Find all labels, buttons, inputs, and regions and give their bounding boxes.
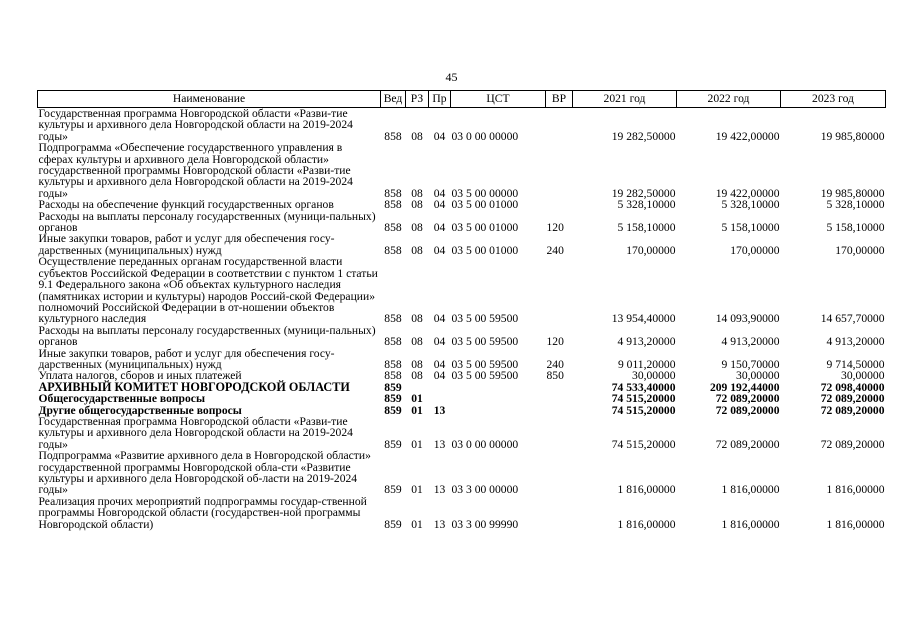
cell-pr: 04 <box>433 129 446 143</box>
cell-ved: 858 <box>384 221 402 235</box>
cell-y2022: 1 816,00000 <box>721 517 780 531</box>
cell-pr: 13 <box>433 483 446 497</box>
cell-name: Расходы на выплаты персоналу государственных (муници-пальных) органов <box>38 323 376 349</box>
cell-name: Общегосударственные вопросы <box>38 392 205 406</box>
header-pr: Пр <box>429 91 451 108</box>
cell-pr: 04 <box>433 198 446 212</box>
cell-name: Реализация прочих мероприятий подпрограммы государ-ственной программы Новгородской области (государствен-ной программы Новгородской области) <box>38 494 367 531</box>
cell-y2023: 9 714,50000 <box>826 357 885 371</box>
cell-y2022: 9 150,70000 <box>721 357 780 371</box>
cell-name: Расходы на обеспечение функций государственных органов <box>38 198 334 212</box>
header-rz: РЗ <box>406 91 429 108</box>
cell-cst: 03 5 00 01000 <box>451 198 519 212</box>
cell-vr: 240 <box>546 243 564 257</box>
table-row <box>38 496 886 530</box>
cell-y2023: 72 089,20000 <box>820 392 885 406</box>
cell-cst: 03 5 00 59500 <box>451 335 519 349</box>
cell-vr: 850 <box>546 369 564 383</box>
cell-y2021: 19 282,50000 <box>611 186 676 200</box>
cell-pr: 13 <box>433 517 446 531</box>
table-row <box>38 211 886 234</box>
cell-vr <box>546 199 573 210</box>
cell-y2021: 4 913,20000 <box>617 335 676 349</box>
cell-pr: 04 <box>433 186 446 200</box>
cell-y2022: 72 089,20000 <box>715 437 780 451</box>
cell-y2021: 30,00000 <box>632 369 676 383</box>
cell-rz: 08 <box>411 129 423 143</box>
cell-rz: 08 <box>411 186 423 200</box>
cell-y2021: 13 954,40000 <box>611 312 676 326</box>
header-cst: ЦСТ <box>451 91 546 108</box>
cell-ved: 859 <box>384 517 402 531</box>
cell-pr: 04 <box>433 335 446 349</box>
cell-y2023: 1 816,00000 <box>826 483 885 497</box>
table-row <box>38 393 886 404</box>
cell-y2023: 72 089,20000 <box>820 403 885 417</box>
budget-table <box>37 90 886 530</box>
table-row <box>38 108 886 143</box>
cell-ved: 859 <box>384 403 402 417</box>
cell-name: Осуществление переданных органам государственной власти субъектов Российской Федерации в соответствии с пунктом 1 статьи 9.1 Федерального закона «Об объектах культурного наследия (памятниках истории и культуры) народов Россий-ской Федерации» полномочий Российской Федерации в от-ношении объектов культурного наследия <box>38 255 378 326</box>
cell-rz: 01 <box>411 517 423 531</box>
cell-cst: 03 5 00 01000 <box>451 243 519 257</box>
cell-pr: 04 <box>433 312 446 326</box>
cell-y2021: 5 328,10000 <box>617 198 676 212</box>
cell-name: Государственная программа Новгородской области «Разви-тие культуры и архивного дела Новгородской области на 2019-2024 годы» <box>38 414 353 451</box>
cell-cst: 03 5 00 00000 <box>451 186 519 200</box>
cell-ved: 858 <box>384 129 402 143</box>
cell-y2023: 19 985,80000 <box>820 186 885 200</box>
cell-cst <box>451 405 546 416</box>
cell-rz: 08 <box>411 335 423 349</box>
cell-pr: 04 <box>433 243 446 257</box>
cell-y2022: 209 192,44000 <box>709 380 780 394</box>
table-row <box>38 256 886 324</box>
cell-vr <box>546 450 573 496</box>
cell-y2022: 72 089,20000 <box>715 403 780 417</box>
cell-ved: 858 <box>384 335 402 349</box>
cell-y2021: 5 158,10000 <box>617 221 676 235</box>
cell-y2021: 1 816,00000 <box>617 517 676 531</box>
cell-y2023: 14 657,70000 <box>820 312 885 326</box>
cell-y2022: 5 158,10000 <box>721 221 780 235</box>
cell-ved: 858 <box>384 369 402 383</box>
cell-pr <box>429 393 451 404</box>
cell-vr: 240 <box>546 357 564 371</box>
cell-y2022: 14 093,90000 <box>715 312 780 326</box>
header-ved: Вед <box>381 91 406 108</box>
table-row <box>38 416 886 450</box>
cell-cst: 03 3 00 00000 <box>451 483 519 497</box>
cell-vr <box>546 393 573 404</box>
cell-cst: 03 5 00 01000 <box>451 221 519 235</box>
cell-cst <box>451 382 546 393</box>
cell-y2021: 74 515,20000 <box>611 403 676 417</box>
cell-y2023: 5 158,10000 <box>826 221 885 235</box>
cell-ved: 859 <box>384 392 402 406</box>
cell-cst <box>451 393 546 404</box>
table-row <box>38 325 886 348</box>
cell-cst: 03 0 00 00000 <box>451 129 519 143</box>
cell-y2022: 72 089,20000 <box>715 392 780 406</box>
cell-y2022: 4 913,20000 <box>721 335 780 349</box>
cell-vr: 120 <box>546 221 564 235</box>
cell-y2021: 74 515,20000 <box>611 437 676 451</box>
header-name: Наименование <box>38 91 381 108</box>
cell-ved: 859 <box>384 380 402 394</box>
table-row <box>38 199 886 210</box>
table-row <box>38 348 886 371</box>
table-row <box>38 233 886 256</box>
cell-vr <box>546 405 573 416</box>
cell-name: Иные закупки товаров, работ и услуг для обеспечения госу-дарственных (муниципальных) нужд <box>38 232 335 257</box>
header-2022: 2022 год <box>677 91 781 108</box>
cell-y2021: 9 011,20000 <box>617 357 676 371</box>
cell-cst: 03 3 00 99990 <box>451 517 519 531</box>
cell-y2023: 72 089,20000 <box>820 437 885 451</box>
cell-vr <box>546 496 573 530</box>
cell-name: Государственная программа Новгородской области «Разви-тие культуры и архивного дела Новгородской области на 2019-2024 годы» <box>38 107 353 143</box>
cell-cst: 03 0 00 00000 <box>451 437 519 451</box>
cell-ved: 858 <box>384 357 402 371</box>
cell-ved: 858 <box>384 198 402 212</box>
cell-rz: 01 <box>411 437 423 451</box>
table-row <box>38 142 886 199</box>
cell-name: Другие общегосударственные вопросы <box>38 403 242 417</box>
cell-cst: 03 5 00 59500 <box>451 312 519 326</box>
cell-ved: 858 <box>384 312 402 326</box>
cell-rz: 08 <box>411 221 423 235</box>
cell-y2022: 170,00000 <box>730 243 780 257</box>
cell-pr <box>429 382 451 393</box>
cell-y2022: 19 422,00000 <box>715 186 780 200</box>
cell-y2021: 1 816,00000 <box>617 483 676 497</box>
cell-y2021: 74 533,40000 <box>611 380 676 394</box>
table-header-row <box>38 91 886 108</box>
cell-ved: 859 <box>384 437 402 451</box>
cell-y2021: 19 282,50000 <box>611 129 676 143</box>
cell-pr: 13 <box>433 403 446 417</box>
cell-y2022: 5 328,10000 <box>721 198 780 212</box>
cell-name: Иные закупки товаров, работ и услуг для обеспечения госу-дарственных (муниципальных) нужд <box>38 346 335 371</box>
cell-y2022: 30,00000 <box>736 369 780 383</box>
cell-name: Подпрограмма «Развитие архивного дела в Новгородской области» государственной программы Новгородской обла-сти «Развитие культуры и архивного дела Новгородской об-ласти на 2019-2024 годы» <box>38 449 371 497</box>
cell-vr <box>546 142 573 199</box>
header-2021: 2021 год <box>573 91 677 108</box>
cell-vr <box>546 108 573 143</box>
cell-y2023: 5 328,10000 <box>826 198 885 212</box>
cell-name: Расходы на выплаты персоналу государственных (муници-пальных) органов <box>38 209 376 235</box>
cell-y2021: 170,00000 <box>626 243 676 257</box>
cell-rz: 01 <box>411 403 423 417</box>
cell-y2022: 1 816,00000 <box>721 483 780 497</box>
cell-ved: 859 <box>384 483 402 497</box>
cell-vr <box>546 416 573 450</box>
cell-name: Уплата налогов, сборов и иных платежей <box>38 369 242 383</box>
header-vr: ВР <box>546 91 573 108</box>
cell-vr <box>546 256 573 324</box>
cell-rz: 01 <box>411 483 423 497</box>
cell-pr: 04 <box>433 357 446 371</box>
cell-rz: 08 <box>411 357 423 371</box>
cell-rz: 08 <box>411 312 423 326</box>
cell-y2023: 72 098,40000 <box>820 380 885 394</box>
cell-ved: 858 <box>384 243 402 257</box>
cell-name: АРХИВНЫЙ КОМИТЕТ НОВГОРОДСКОЙ ОБЛАСТИ <box>38 379 350 394</box>
cell-ved: 858 <box>384 186 402 200</box>
cell-y2023: 30,00000 <box>841 369 885 383</box>
cell-y2023: 4 913,20000 <box>826 335 885 349</box>
cell-cst: 03 5 00 59500 <box>451 357 519 371</box>
cell-y2023: 19 985,80000 <box>820 129 885 143</box>
header-2023: 2023 год <box>781 91 886 108</box>
cell-pr: 04 <box>433 221 446 235</box>
cell-vr <box>546 382 573 393</box>
page-number: 45 <box>445 70 458 84</box>
table-body <box>38 108 886 531</box>
cell-y2023: 1 816,00000 <box>826 517 885 531</box>
cell-name: Подпрограмма «Обеспечение государственного управления в сферах культуры и архивного дела Новгородской области» государственной программы Новгородской области «Разви-тие культуры и архивного дела Новгородской области на 2019-2024 годы» <box>38 141 353 200</box>
cell-cst: 03 5 00 59500 <box>451 369 519 383</box>
cell-vr: 120 <box>546 335 564 349</box>
cell-rz: 01 <box>411 392 423 406</box>
cell-rz: 08 <box>411 198 423 212</box>
cell-y2023: 170,00000 <box>835 243 885 257</box>
cell-rz: 08 <box>411 369 423 383</box>
cell-y2021: 74 515,20000 <box>611 392 676 406</box>
cell-pr: 04 <box>433 369 446 383</box>
table-row <box>38 450 886 496</box>
cell-pr: 13 <box>433 437 446 451</box>
cell-rz: 08 <box>411 243 423 257</box>
cell-y2022: 19 422,00000 <box>715 129 780 143</box>
